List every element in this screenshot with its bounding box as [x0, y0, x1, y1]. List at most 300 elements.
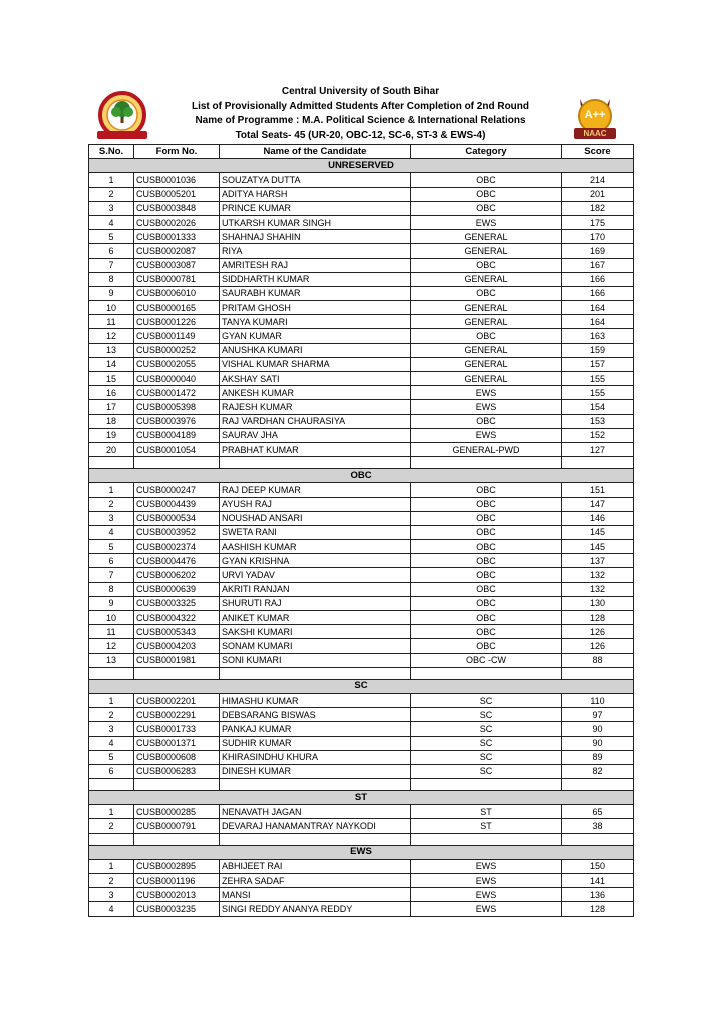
category-cell: OBC: [411, 258, 562, 272]
serial-number-cell: 4: [89, 902, 134, 916]
serial-number-cell: 3: [89, 201, 134, 215]
serial-number-cell: 2: [89, 874, 134, 888]
candidate-name-cell: SAKSHI KUMARI: [220, 625, 411, 639]
category-cell: OBC: [411, 540, 562, 554]
spacer-cell: [134, 833, 220, 845]
table-row: [89, 611, 634, 625]
score-cell: 90: [562, 722, 634, 736]
spacer-cell: [134, 667, 220, 679]
section-spacer-row: [89, 833, 634, 845]
admission-table: [88, 144, 634, 917]
form-number-cell: CUSB0003976: [134, 414, 220, 428]
category-cell: OBC: [411, 286, 562, 300]
candidate-name-cell: VISHAL KUMAR SHARMA: [220, 357, 411, 371]
serial-number-cell: 9: [89, 286, 134, 300]
category-cell: SC: [411, 764, 562, 778]
candidate-name-cell: GYAN KRISHNA: [220, 554, 411, 568]
serial-number-cell: 6: [89, 764, 134, 778]
table-row: [89, 722, 634, 736]
category-cell: EWS: [411, 859, 562, 873]
spacer-cell: [220, 833, 411, 845]
candidate-name-cell: DINESH KUMAR: [220, 764, 411, 778]
category-cell: EWS: [411, 902, 562, 916]
serial-number-cell: 2: [89, 187, 134, 201]
category-cell: EWS: [411, 888, 562, 902]
candidate-name-cell: TANYA KUMARI: [220, 315, 411, 329]
score-cell: 166: [562, 286, 634, 300]
spacer-cell: [411, 779, 562, 791]
serial-number-cell: 10: [89, 611, 134, 625]
serial-number-cell: 5: [89, 540, 134, 554]
form-number-cell: CUSB0000252: [134, 343, 220, 357]
candidate-name-cell: DEBSARANG BISWAS: [220, 708, 411, 722]
table-row: [89, 540, 634, 554]
form-number-cell: CUSB0001196: [134, 874, 220, 888]
spacer-cell: [411, 667, 562, 679]
form-number-cell: CUSB0002055: [134, 357, 220, 371]
category-cell: OBC: [411, 596, 562, 610]
table-row: [89, 902, 634, 916]
category-cell: OBC: [411, 173, 562, 187]
candidate-name-cell: MANSI: [220, 888, 411, 902]
table-header-row: [89, 145, 634, 159]
form-number-cell: CUSB0005398: [134, 400, 220, 414]
spacer-cell: [411, 833, 562, 845]
table-row: [89, 483, 634, 497]
table-row: [89, 400, 634, 414]
category-cell: EWS: [411, 400, 562, 414]
candidate-name-cell: HIMASHU KUMAR: [220, 693, 411, 707]
category-cell: OBC: [411, 554, 562, 568]
score-cell: 136: [562, 888, 634, 902]
spacer-cell: [562, 779, 634, 791]
table-row: [89, 874, 634, 888]
category-cell: OBC: [411, 525, 562, 539]
form-number-cell: CUSB0002291: [134, 708, 220, 722]
serial-number-cell: 13: [89, 343, 134, 357]
table-row: [89, 497, 634, 511]
section-spacer-row: [89, 457, 634, 469]
section-header-row: [89, 845, 634, 859]
serial-number-cell: 8: [89, 582, 134, 596]
section-spacer-row: [89, 779, 634, 791]
table-row: [89, 215, 634, 229]
category-cell: EWS: [411, 428, 562, 442]
candidate-name-cell: AYUSH RAJ: [220, 497, 411, 511]
category-cell: GENERAL: [411, 230, 562, 244]
score-cell: 155: [562, 372, 634, 386]
serial-number-cell: 1: [89, 805, 134, 819]
candidate-name-cell: SINGI REDDY ANANYA REDDY: [220, 902, 411, 916]
serial-number-cell: 15: [89, 372, 134, 386]
column-header-category: Category: [411, 145, 562, 159]
serial-number-cell: 6: [89, 244, 134, 258]
category-cell: GENERAL: [411, 315, 562, 329]
form-number-cell: CUSB0004203: [134, 639, 220, 653]
column-header-score: Score: [562, 145, 634, 159]
table-row: [89, 819, 634, 833]
category-cell: OBC: [411, 582, 562, 596]
serial-number-cell: 1: [89, 859, 134, 873]
spacer-cell: [220, 457, 411, 469]
spacer-cell: [220, 667, 411, 679]
serial-number-cell: 16: [89, 386, 134, 400]
table-row: [89, 258, 634, 272]
form-number-cell: CUSB0001371: [134, 736, 220, 750]
candidate-name-cell: RAJ VARDHAN CHAURASIYA: [220, 414, 411, 428]
spacer-cell: [134, 457, 220, 469]
table-row: [89, 639, 634, 653]
serial-number-cell: 2: [89, 708, 134, 722]
form-number-cell: CUSB0002026: [134, 215, 220, 229]
score-cell: 145: [562, 540, 634, 554]
candidate-name-cell: PANKAJ KUMAR: [220, 722, 411, 736]
serial-number-cell: 1: [89, 693, 134, 707]
form-number-cell: CUSB0001036: [134, 173, 220, 187]
candidate-name-cell: AASHISH KUMAR: [220, 540, 411, 554]
table-row: [89, 286, 634, 300]
category-cell: SC: [411, 693, 562, 707]
category-cell: SC: [411, 750, 562, 764]
score-cell: 128: [562, 611, 634, 625]
table-row: [89, 708, 634, 722]
score-cell: 147: [562, 497, 634, 511]
score-cell: 150: [562, 859, 634, 873]
table-row: [89, 173, 634, 187]
serial-number-cell: 6: [89, 554, 134, 568]
score-cell: 154: [562, 400, 634, 414]
candidate-name-cell: ABHIJEET RAI: [220, 859, 411, 873]
serial-number-cell: 2: [89, 819, 134, 833]
form-number-cell: CUSB0005201: [134, 187, 220, 201]
form-number-cell: CUSB0002087: [134, 244, 220, 258]
table-row: [89, 187, 634, 201]
score-cell: 126: [562, 639, 634, 653]
form-number-cell: CUSB0000639: [134, 582, 220, 596]
category-cell: GENERAL: [411, 272, 562, 286]
form-number-cell: CUSB0000608: [134, 750, 220, 764]
table-row: [89, 736, 634, 750]
candidate-name-cell: SAURAV JHA: [220, 428, 411, 442]
serial-number-cell: 2: [89, 497, 134, 511]
form-number-cell: CUSB0003848: [134, 201, 220, 215]
form-number-cell: CUSB0001226: [134, 315, 220, 329]
candidate-name-cell: AKRITI RANJAN: [220, 582, 411, 596]
form-number-cell: CUSB0003952: [134, 525, 220, 539]
score-cell: 146: [562, 511, 634, 525]
spacer-cell: [89, 457, 134, 469]
serial-number-cell: 4: [89, 525, 134, 539]
score-cell: 155: [562, 386, 634, 400]
section-title: ST: [89, 791, 634, 805]
form-number-cell: CUSB0002013: [134, 888, 220, 902]
table-row: [89, 442, 634, 456]
section-header-row: [89, 159, 634, 173]
candidate-name-cell: ANIKET KUMAR: [220, 611, 411, 625]
candidate-name-cell: RAJESH KUMAR: [220, 400, 411, 414]
table-row: [89, 386, 634, 400]
candidate-name-cell: SONAM KUMARI: [220, 639, 411, 653]
serial-number-cell: 19: [89, 428, 134, 442]
serial-number-cell: 3: [89, 888, 134, 902]
score-cell: 152: [562, 428, 634, 442]
category-cell: GENERAL: [411, 372, 562, 386]
form-number-cell: CUSB0006010: [134, 286, 220, 300]
table-row: [89, 750, 634, 764]
form-number-cell: CUSB0001149: [134, 329, 220, 343]
category-cell: ST: [411, 805, 562, 819]
score-cell: 145: [562, 525, 634, 539]
score-cell: 128: [562, 902, 634, 916]
candidate-name-cell: SIDDHARTH KUMAR: [220, 272, 411, 286]
table-row: [89, 315, 634, 329]
score-cell: 38: [562, 819, 634, 833]
form-number-cell: CUSB0001981: [134, 653, 220, 667]
candidate-name-cell: SHAHNAJ SHAHIN: [220, 230, 411, 244]
section-header-row: [89, 679, 634, 693]
table-row: [89, 596, 634, 610]
candidate-name-cell: AKSHAY SATI: [220, 372, 411, 386]
score-cell: 141: [562, 874, 634, 888]
form-number-cell: CUSB0001054: [134, 442, 220, 456]
score-cell: 170: [562, 230, 634, 244]
candidate-name-cell: NENAVATH JAGAN: [220, 805, 411, 819]
table-row: [89, 525, 634, 539]
serial-number-cell: 8: [89, 272, 134, 286]
table-row: [89, 625, 634, 639]
candidate-name-cell: RAJ DEEP KUMAR: [220, 483, 411, 497]
category-cell: EWS: [411, 874, 562, 888]
total-seats: Total Seats- 45 (UR-20, OBC-12, SC-6, ST-3 & EWS-4): [235, 129, 486, 141]
form-number-cell: CUSB0001472: [134, 386, 220, 400]
form-number-cell: CUSB0004476: [134, 554, 220, 568]
score-cell: 167: [562, 258, 634, 272]
form-number-cell: CUSB0000040: [134, 372, 220, 386]
table-row: [89, 357, 634, 371]
candidate-name-cell: PRINCE KUMAR: [220, 201, 411, 215]
university-name: Central University of South Bihar: [281, 86, 440, 97]
spacer-cell: [89, 779, 134, 791]
category-cell: GENERAL: [411, 343, 562, 357]
score-cell: 90: [562, 736, 634, 750]
section-title: UNRESERVED: [89, 159, 634, 173]
form-number-cell: CUSB0000534: [134, 511, 220, 525]
category-cell: SC: [411, 708, 562, 722]
candidate-name-cell: NOUSHAD ANSARI: [220, 511, 411, 525]
candidate-name-cell: ANKESH KUMAR: [220, 386, 411, 400]
candidate-name-cell: UTKARSH KUMAR SINGH: [220, 215, 411, 229]
serial-number-cell: 3: [89, 511, 134, 525]
category-cell: OBC: [411, 187, 562, 201]
candidate-name-cell: SWETA RANI: [220, 525, 411, 539]
column-header-form-no: Form No.: [134, 145, 220, 159]
form-number-cell: CUSB0005343: [134, 625, 220, 639]
score-cell: 214: [562, 173, 634, 187]
candidate-name-cell: SAURABH KUMAR: [220, 286, 411, 300]
score-cell: 127: [562, 442, 634, 456]
category-cell: GENERAL-PWD: [411, 442, 562, 456]
form-number-cell: CUSB0000285: [134, 805, 220, 819]
section-title: OBC: [89, 469, 634, 483]
candidate-name-cell: PRITAM GHOSH: [220, 301, 411, 315]
candidate-name-cell: PRABHAT KUMAR: [220, 442, 411, 456]
category-cell: OBC: [411, 511, 562, 525]
category-cell: OBC: [411, 625, 562, 639]
category-cell: SC: [411, 736, 562, 750]
table-row: [89, 301, 634, 315]
category-cell: GENERAL: [411, 357, 562, 371]
score-cell: 164: [562, 301, 634, 315]
candidate-name-cell: RIYA: [220, 244, 411, 258]
serial-number-cell: 1: [89, 483, 134, 497]
score-cell: 159: [562, 343, 634, 357]
table-row: [89, 329, 634, 343]
table-row: [89, 272, 634, 286]
category-cell: OBC: [411, 483, 562, 497]
score-cell: 137: [562, 554, 634, 568]
table-row: [89, 511, 634, 525]
candidate-name-cell: URVI YADAV: [220, 568, 411, 582]
form-number-cell: CUSB0002895: [134, 859, 220, 873]
column-header-name: Name of the Candidate: [220, 145, 411, 159]
section-title: EWS: [89, 845, 634, 859]
score-cell: 151: [562, 483, 634, 497]
score-cell: 97: [562, 708, 634, 722]
form-number-cell: CUSB0003087: [134, 258, 220, 272]
spacer-cell: [89, 667, 134, 679]
candidate-name-cell: SUDHIR KUMAR: [220, 736, 411, 750]
candidate-name-cell: KHIRASINDHU KHURA: [220, 750, 411, 764]
serial-number-cell: 12: [89, 329, 134, 343]
score-cell: 164: [562, 315, 634, 329]
score-cell: 175: [562, 215, 634, 229]
table-row: [89, 859, 634, 873]
table-row: [89, 582, 634, 596]
table-row: [89, 653, 634, 667]
table-row: [89, 201, 634, 215]
score-cell: 130: [562, 596, 634, 610]
spacer-cell: [562, 667, 634, 679]
category-cell: GENERAL: [411, 244, 562, 258]
form-number-cell: CUSB0000781: [134, 272, 220, 286]
spacer-cell: [134, 779, 220, 791]
candidate-name-cell: SHURUTI RAJ: [220, 596, 411, 610]
table-body: [89, 159, 634, 916]
section-title: SC: [89, 679, 634, 693]
score-cell: 132: [562, 568, 634, 582]
candidate-name-cell: AMRITESH RAJ: [220, 258, 411, 272]
table-row: [89, 230, 634, 244]
category-cell: OBC: [411, 639, 562, 653]
form-number-cell: CUSB0003325: [134, 596, 220, 610]
section-spacer-row: [89, 667, 634, 679]
table-row: [89, 372, 634, 386]
score-cell: 157: [562, 357, 634, 371]
table-row: [89, 343, 634, 357]
table-row: [89, 805, 634, 819]
candidate-name-cell: GYAN KUMAR: [220, 329, 411, 343]
table-row: [89, 888, 634, 902]
section-header-row: [89, 469, 634, 483]
score-cell: 163: [562, 329, 634, 343]
score-cell: 201: [562, 187, 634, 201]
category-cell: OBC: [411, 329, 562, 343]
category-cell: OBC: [411, 497, 562, 511]
score-cell: 153: [562, 414, 634, 428]
serial-number-cell: 9: [89, 596, 134, 610]
table-row: [89, 244, 634, 258]
table-row: [89, 764, 634, 778]
spacer-cell: [220, 779, 411, 791]
form-number-cell: CUSB0000247: [134, 483, 220, 497]
spacer-cell: [89, 833, 134, 845]
score-cell: 110: [562, 693, 634, 707]
section-header-row: [89, 791, 634, 805]
serial-number-cell: 13: [89, 653, 134, 667]
serial-number-cell: 4: [89, 736, 134, 750]
serial-number-cell: 17: [89, 400, 134, 414]
form-number-cell: CUSB0001733: [134, 722, 220, 736]
programme-name: Name of Programme : M.A. Political Science & International Relations: [195, 115, 526, 126]
category-cell: OBC: [411, 201, 562, 215]
category-cell: OBC: [411, 611, 562, 625]
score-cell: 89: [562, 750, 634, 764]
spacer-cell: [562, 457, 634, 469]
serial-number-cell: 4: [89, 215, 134, 229]
score-cell: 166: [562, 272, 634, 286]
serial-number-cell: 7: [89, 258, 134, 272]
serial-number-cell: 18: [89, 414, 134, 428]
form-number-cell: CUSB0004189: [134, 428, 220, 442]
candidate-name-cell: ZEHRA SADAF: [220, 874, 411, 888]
serial-number-cell: 1: [89, 173, 134, 187]
naac-label-text: NAAC: [583, 129, 607, 138]
column-header-sno: S.No.: [89, 145, 134, 159]
form-number-cell: CUSB0000791: [134, 819, 220, 833]
list-title: List of Provisionally Admitted Students After Completion of 2nd Round: [191, 100, 530, 112]
score-cell: 182: [562, 201, 634, 215]
score-cell: 126: [562, 625, 634, 639]
score-cell: 169: [562, 244, 634, 258]
serial-number-cell: 11: [89, 315, 134, 329]
form-number-cell: CUSB0000165: [134, 301, 220, 315]
table-row: [89, 693, 634, 707]
form-number-cell: CUSB0003235: [134, 902, 220, 916]
form-number-cell: CUSB0002201: [134, 693, 220, 707]
naac-grade-text: A++: [584, 109, 606, 121]
category-cell: SC: [411, 722, 562, 736]
form-number-cell: CUSB0004322: [134, 611, 220, 625]
table-row: [89, 568, 634, 582]
serial-number-cell: 11: [89, 625, 134, 639]
form-number-cell: CUSB0002374: [134, 540, 220, 554]
serial-number-cell: 5: [89, 230, 134, 244]
serial-number-cell: 10: [89, 301, 134, 315]
candidate-name-cell: SOUZATYA DUTTA: [220, 173, 411, 187]
candidate-name-cell: SONI KUMARI: [220, 653, 411, 667]
score-cell: 65: [562, 805, 634, 819]
score-cell: 82: [562, 764, 634, 778]
candidate-name-cell: ANUSHKA KUMARI: [220, 343, 411, 357]
category-cell: GENERAL: [411, 301, 562, 315]
category-cell: OBC -CW: [411, 653, 562, 667]
table-row: [89, 428, 634, 442]
form-number-cell: CUSB0006202: [134, 568, 220, 582]
serial-number-cell: 14: [89, 357, 134, 371]
category-cell: OBC: [411, 568, 562, 582]
category-cell: OBC: [411, 414, 562, 428]
spacer-cell: [411, 457, 562, 469]
